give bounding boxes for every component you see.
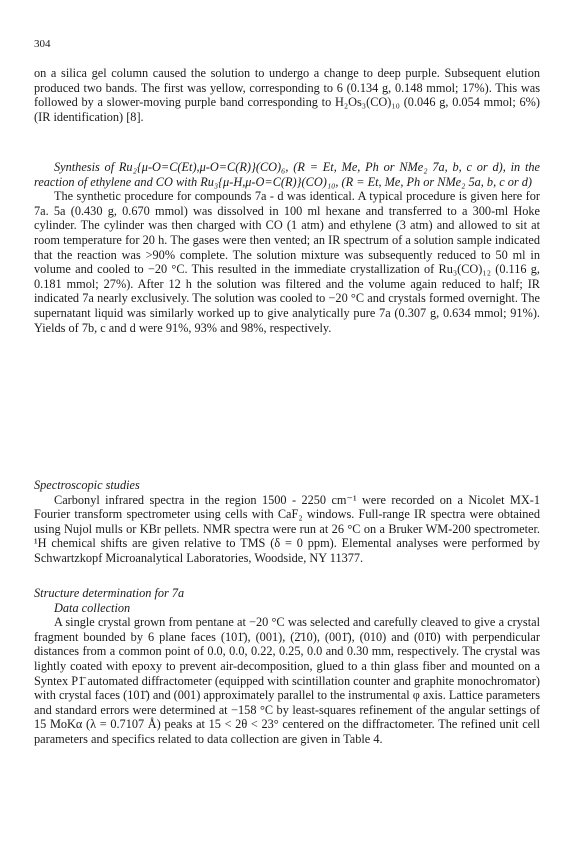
synthesis-heading: Synthesis of Ru₂{μ-O=C(Et),μ-O=C(R)}(CO)₆, (R = Et, Me, Ph or NMe₂ 7a, b, c or d), in the reaction of ethylene and CO with Ru₃{μ-H,μ-O=C(R)}(CO)₁₀, (R = Et, Me, Ph or NMe₂ 5a, b, c or d): [34, 160, 540, 189]
spectroscopic-text: Carbonyl infrared spectra in the region 1500 - 2250 cm⁻¹ were recorded on a Nicolet MX-1 Fourier transform spectrometer using cells with CaF₂ windows. Full-range IR spectra were obtained using Nujol mulls or KBr pellets. NMR spectra were run at 26 °C on a Bruker WM-200 spectrometer. ¹H chemical shifts are given relative to TMS (δ = 0 ppm). Elemental analyses were performed by Schwartzkopf Microanalytical Laboratories, Woodside, NY 11377.: [34, 492, 540, 565]
data-collection-heading: Data collection: [54, 600, 131, 615]
structure-heading: Structure determination for 7a: [34, 586, 185, 600]
paragraph-elution: [34, 66, 540, 124]
synthesis-text: The synthetic procedure for compounds 7a - d was identical. A typical procedure is given here for 7a. 5a (0.430 g, 0.670 mmol) was dissolved in 100 ml hexane and transferred to a 300-ml Hoke cylinder. The cylinder was then charged with CO (1 atm) and ethylene (3 atm) and allowed to sit at room temperature for 20 h. The gases were then vented; an IR spectrum of a solution sample indicated that the reaction was >90% complete. The solution mixture was subsequently reduced to 50 ml in volume and cooled to −20 °C. This resulted in the immediate crystallization of Ru₃(CO)₁₂ (0.116 g, 0.181 mmol; 27%). After 12 h the solution was filtered and the volume again reduced to half; IR indicated 7a nearly exclusively. The solution was cooled to −20 °C and crystals formed overnight. The supernatant liquid was similarly worked up to give analytically pure 7a (0.307 g, 0.634 mmol; 91%). Yields of 7b, c and d were 91%, 93% and 98%, respectively.: [34, 189, 540, 335]
spectroscopic-heading: Spectroscopic studies: [34, 478, 140, 492]
page-number: 304: [34, 38, 51, 50]
data-collection-text: A single crystal grown from pentane at −20 °C was selected and carefully cleaved to give a crystal fragment bounded by 6 plane faces (101̄), (001), (2̄10), (001̄), (010) and (01̄0) with perpendicular distances from a common point of 0.0, 0.0, 0.22, 0.25, 0.0 and 0.30 mm, respectively. The crystal was lightly coated with epoxy to prevent air-decomposition, glued to a thin glass fiber and mounted on a Syntex P1̄ automated diffractometer (equipped with scintillation counter and graphite monochromator) with crystal faces (101̄) and (001) approximately parallel to the instrumental φ axis. Lattice parameters and standard errors were determined at −158 °C by least-squares refinement of the angular settings of 15 MoKα (λ = 0.7107 Å) peaks at 15 < 2θ < 23° centered on the diffractometer. The refined unit cell parameters and specifics related to data collection are given in Table 4.: [34, 615, 540, 746]
section-spectroscopic: [34, 478, 540, 566]
section-synthesis: [34, 160, 540, 335]
section-structure: [34, 586, 540, 747]
paragraph-elution-text: on a silica gel column caused the solution to undergo a change to deep purple. Subsequent elution produced two bands. The first was yellow, corresponding to 6 (0.134 g, 0.148 mmol; 17%). This was followed by a slower-moving purple band corresponding to H₂Os₃(CO)₁₀ (0.046 g, 0.054 mmol; 6%) (IR identification) [8].: [34, 66, 540, 124]
